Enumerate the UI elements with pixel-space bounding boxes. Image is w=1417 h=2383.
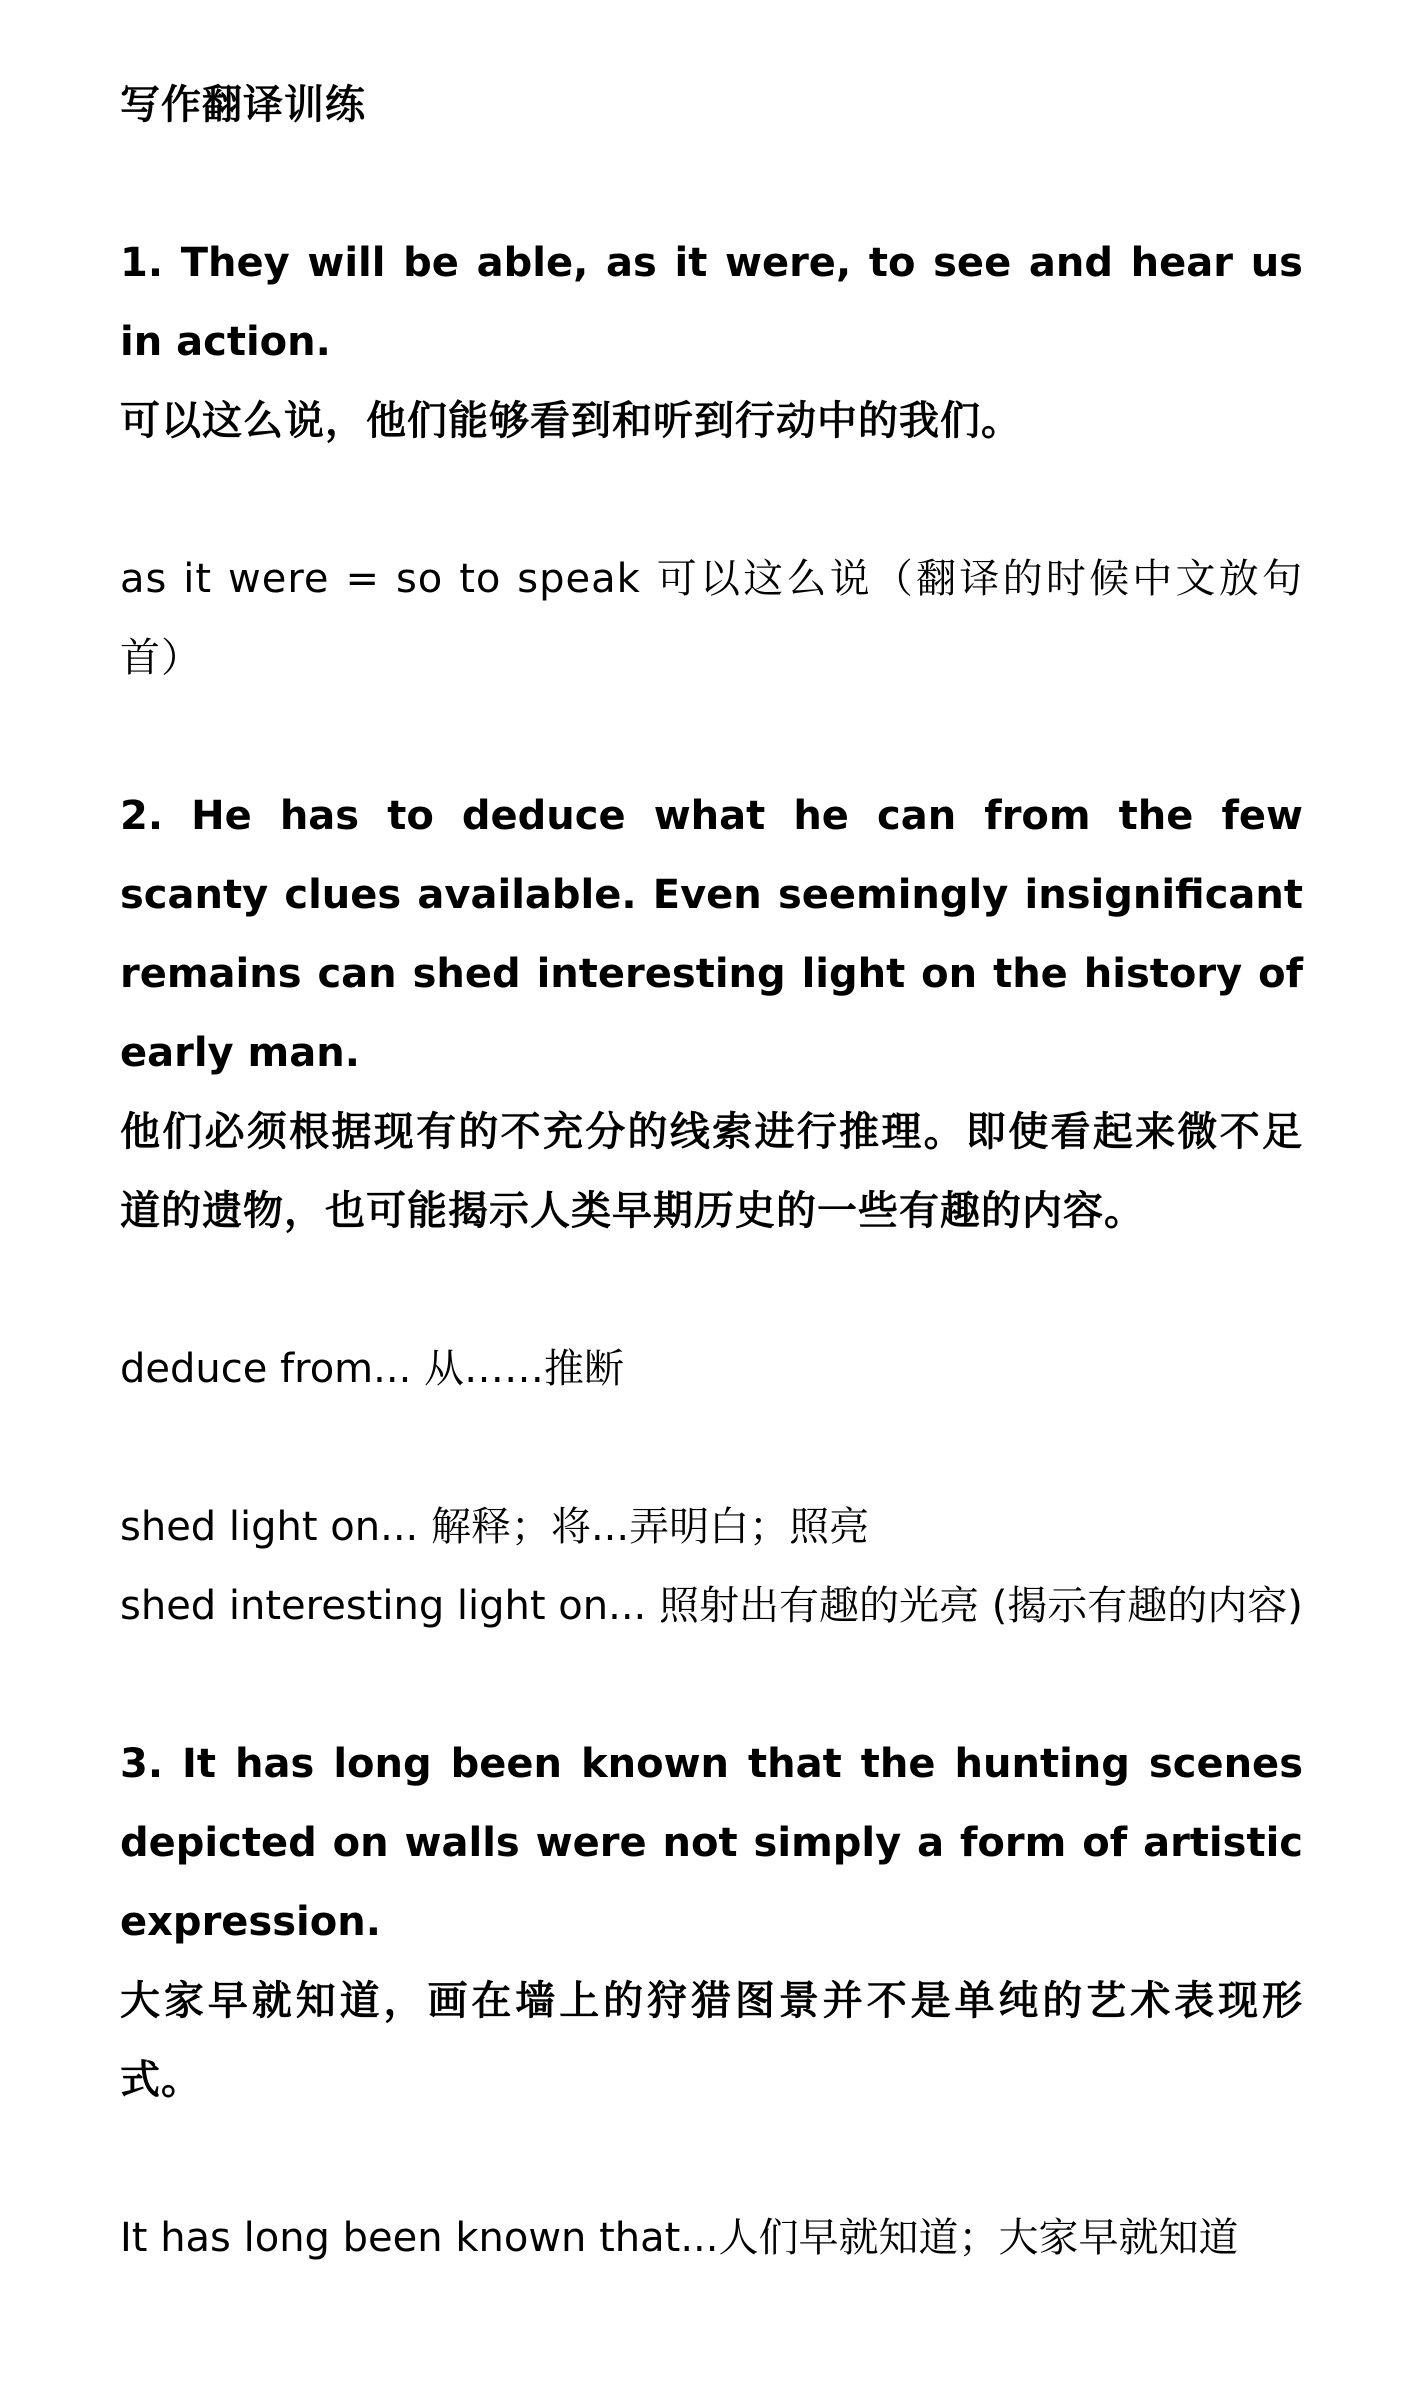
vocab-note: It has long been known that...人们早就知道；大家早就知道 xyxy=(120,2215,1239,2261)
document-title: 写作翻译训练 xyxy=(120,82,366,128)
blank-line xyxy=(120,1646,1303,1725)
exercise-item-3 xyxy=(120,1725,1303,2278)
chinese-translation: 大家早就知道，画在墙上的狩猎图景并不是单纯的艺术表现形式。 xyxy=(120,1978,1303,2103)
document-page xyxy=(120,66,1303,2278)
english-sentence xyxy=(120,224,1303,382)
blank-line xyxy=(120,145,1303,224)
english-text: He has to deduce what he can from the few scanty clues available. Even seemingly insignificant remains can shed interesting light on the history of early man. xyxy=(120,793,1303,1076)
vocab-note: as it were = so to speak 可以这么说（翻译的时候中文放句首） xyxy=(120,556,1303,681)
chinese-translation: 他们必须根据现有的不充分的线索进行推理。即使看起来微不足道的遗物，也可能揭示人类早期历史的一些有趣的内容。 xyxy=(120,1109,1303,1234)
item-number: 1. xyxy=(120,240,164,286)
vocab-note: shed interesting light on... 照射出有趣的光亮 (揭示有趣的内容) xyxy=(120,1583,1303,1629)
english-sentence xyxy=(120,777,1303,1093)
blank-line xyxy=(120,698,1303,777)
chinese-translation: 可以这么说，他们能够看到和听到行动中的我们。 xyxy=(120,398,1022,444)
vocab-note: deduce from... 从……推断 xyxy=(120,1346,625,1392)
blank-line xyxy=(120,2120,1303,2199)
english-sentence xyxy=(120,1725,1303,1962)
exercise-item-2 xyxy=(120,777,1303,1646)
blank-line xyxy=(120,1409,1303,1488)
vocab-note: shed light on... 解释；将...弄明白；照亮 xyxy=(120,1504,870,1550)
exercise-item-1 xyxy=(120,224,1303,698)
item-number: 2. xyxy=(120,793,164,839)
english-text: They will be able, as it were, to see and hear us in action. xyxy=(120,240,1303,365)
blank-line xyxy=(120,1251,1303,1330)
blank-line xyxy=(120,461,1303,540)
english-text: It has long been known that the hunting scenes depicted on walls were not simply a form of artistic expression. xyxy=(120,1741,1303,1945)
item-number: 3. xyxy=(120,1741,164,1787)
